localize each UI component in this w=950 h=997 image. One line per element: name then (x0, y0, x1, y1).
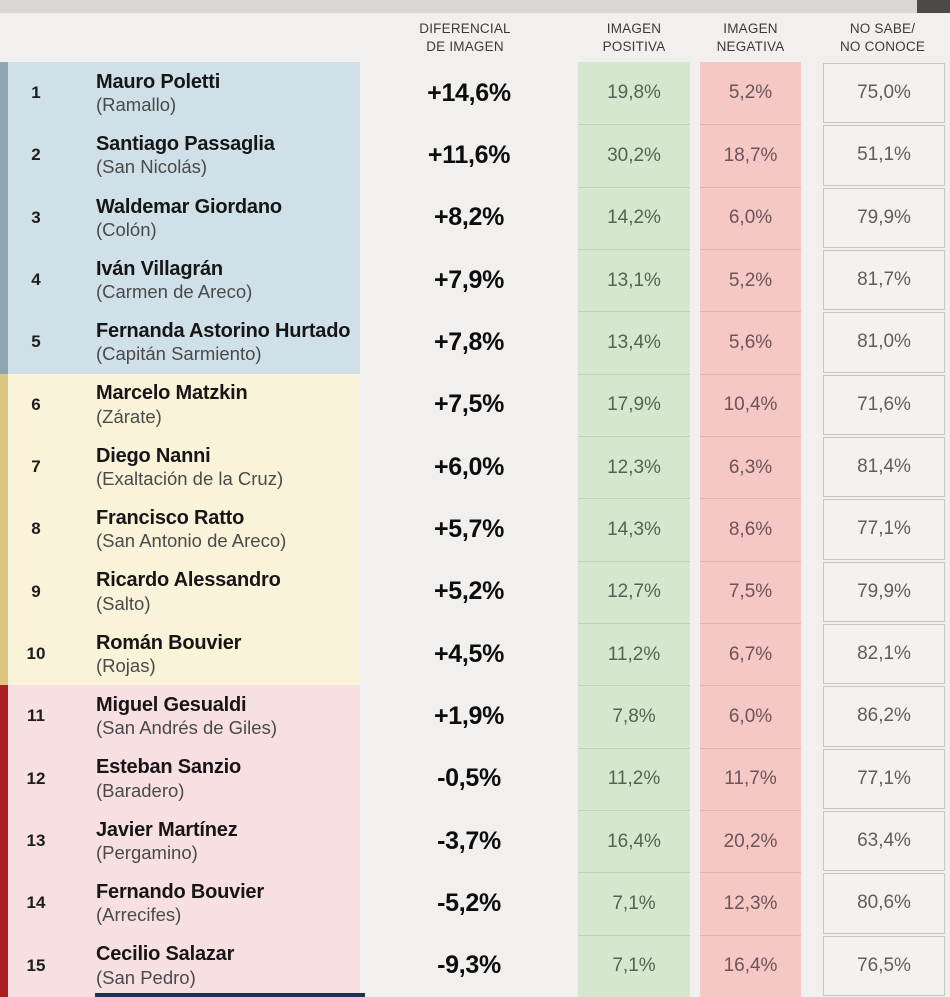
candidate-name: Iván Villagrán (96, 257, 223, 280)
imagen-positiva-value: 12,7% (578, 561, 690, 623)
imagen-positiva-value: 14,3% (578, 498, 690, 560)
diferencial-value: +5,2% (433, 577, 505, 606)
imagen-positiva-value: 11,2% (578, 748, 690, 810)
candidate-cell (0, 124, 360, 186)
imagen-negativa-value: 6,0% (700, 187, 801, 249)
candidate-cell (0, 249, 360, 311)
imagen-positiva-value: 16,4% (578, 810, 690, 872)
table-row (0, 498, 950, 560)
imagen-negativa-value: 5,2% (700, 249, 801, 311)
column-gap (801, 374, 823, 436)
rank-number: 1 (31, 83, 41, 103)
rank-number: 10 (26, 644, 46, 664)
rank-number: 6 (31, 394, 41, 414)
rank-number: 2 (31, 145, 41, 165)
candidate-names (64, 436, 283, 498)
candidate-names (64, 623, 241, 685)
candidate-district: (Salto) (96, 592, 151, 614)
candidate-district: (San Antonio de Areco) (96, 530, 287, 552)
candidate-name: Santiago Passaglia (96, 133, 275, 156)
column-gap (801, 935, 823, 997)
group-color-bar (0, 748, 8, 810)
diferencial-value: +7,8% (433, 327, 505, 356)
candidate-district: (Ramallo) (96, 94, 177, 116)
table-row (0, 187, 950, 249)
table-row (0, 623, 950, 685)
candidate-names (64, 187, 282, 249)
imagen-positiva-value: 11,2% (578, 623, 690, 685)
group-color-bar (0, 935, 8, 997)
table-row (0, 311, 950, 373)
imagen-negativa-value: 5,6% (700, 311, 801, 373)
column-header-line: NEGATIVA (716, 39, 785, 54)
candidate-name: Waldemar Giordano (96, 195, 282, 218)
column-gap (690, 685, 700, 747)
candidate-cell (0, 374, 360, 436)
top-strip-dark-segment (917, 0, 950, 13)
table-row (0, 872, 950, 934)
no-sabe-value: 86,2% (823, 686, 945, 746)
bottom-strip (95, 993, 365, 997)
column-gap (690, 187, 700, 249)
column-gap (690, 62, 700, 124)
column-gap (690, 436, 700, 498)
group-color-bar (0, 872, 8, 934)
no-sabe-value: 63,4% (823, 811, 945, 871)
group-color-bar (0, 62, 8, 124)
imagen-positiva-value: 17,9% (578, 374, 690, 436)
column-gap (801, 810, 823, 872)
imagen-negativa-value: 7,5% (700, 561, 801, 623)
candidate-district: (Exaltación de la Cruz) (96, 468, 284, 489)
imagen-negativa-value: 6,3% (700, 436, 801, 498)
candidate-district: (Pergamino) (96, 841, 198, 863)
rank-number: 14 (26, 893, 46, 913)
top-strip (0, 0, 950, 13)
imagen-positiva-value: 14,2% (578, 187, 690, 249)
group-color-bar (0, 685, 8, 747)
group-color-bar (0, 249, 8, 311)
group-color-bar (0, 436, 8, 498)
group-color-bar (0, 623, 8, 685)
column-gap (690, 374, 700, 436)
table-row (0, 436, 950, 498)
candidate-names (64, 810, 238, 872)
diferencial-value: +11,6% (427, 140, 511, 169)
candidate-names (64, 561, 281, 623)
candidate-district: (Capitán Sarmiento) (96, 343, 262, 365)
rank-number: 13 (26, 831, 46, 851)
column-header-line: POSITIVA (602, 39, 666, 54)
column-gap (690, 935, 700, 997)
imagen-positiva-value: 7,1% (578, 872, 690, 934)
imagen-negativa-value: 18,7% (700, 124, 801, 186)
column-gap (801, 311, 823, 373)
column-header-no-sabe (815, 14, 950, 62)
diferencial-value: +7,5% (433, 390, 505, 419)
imagen-negativa-value: 16,4% (700, 935, 801, 997)
rank-number: 15 (26, 955, 46, 975)
table-row (0, 685, 950, 747)
candidate-cell (0, 685, 360, 747)
no-sabe-value: 76,5% (823, 936, 945, 996)
column-gap (801, 685, 823, 747)
no-sabe-value: 71,6% (823, 375, 945, 435)
column-header-diferencial (370, 14, 560, 62)
rank-number: 7 (31, 457, 41, 477)
column-gap (801, 748, 823, 810)
imagen-positiva-value: 7,1% (578, 935, 690, 997)
candidate-cell (0, 872, 360, 934)
imagen-positiva-value: 12,3% (578, 436, 690, 498)
table-row (0, 810, 950, 872)
candidate-names (64, 62, 220, 124)
candidate-name: Miguel Gesualdi (96, 694, 247, 717)
candidate-district: (Baradero) (96, 779, 185, 801)
column-gap (801, 187, 823, 249)
diferencial-value: -9,3% (437, 951, 501, 980)
column-header-line: NO CONOCE (839, 39, 926, 54)
imagen-positiva-value: 13,1% (578, 249, 690, 311)
rank-number: 11 (27, 706, 45, 726)
diferencial-value: -5,2% (437, 888, 501, 917)
table-row (0, 124, 950, 186)
column-gap (801, 124, 823, 186)
rank-number: 5 (31, 332, 41, 352)
table-row (0, 561, 950, 623)
column-gap (801, 436, 823, 498)
candidate-name: Francisco Ratto (96, 507, 245, 530)
rank-number: 12 (26, 768, 46, 788)
candidate-names (64, 374, 247, 436)
candidate-names (64, 872, 264, 934)
candidate-names (64, 311, 350, 373)
candidate-district: (San Nicolás) (96, 156, 208, 178)
candidate-district: (Carmen de Areco) (96, 281, 253, 303)
candidate-names (64, 498, 286, 560)
column-header-line: IMAGEN (723, 21, 778, 37)
column-header-line: IMAGEN (606, 21, 662, 37)
rank-number: 4 (31, 270, 41, 290)
imagen-negativa-value: 10,4% (700, 374, 801, 436)
column-header-line: NO SABE/ (849, 21, 916, 37)
column-gap (690, 249, 700, 311)
column-header-line: DIFERENCIAL (419, 21, 511, 37)
candidate-cell (0, 311, 360, 373)
candidate-name: Ricardo Alessandro (96, 569, 281, 592)
group-color-bar (0, 311, 8, 373)
candidate-district: (Colón) (96, 218, 157, 240)
imagen-negativa-value: 8,6% (700, 498, 801, 560)
diferencial-value: +8,2% (433, 203, 505, 232)
candidate-name: Javier Martínez (96, 818, 238, 841)
column-header-imagen-positiva (578, 14, 690, 62)
diferencial-value: +6,0% (433, 452, 505, 481)
imagen-negativa-value: 6,7% (700, 623, 801, 685)
rank-number: 3 (31, 207, 41, 227)
no-sabe-value: 79,9% (823, 562, 945, 622)
candidate-name: Fernanda Astorino Hurtado (96, 320, 351, 343)
no-sabe-value: 77,1% (823, 499, 945, 559)
column-gap (801, 498, 823, 560)
column-gap (690, 124, 700, 186)
column-gap (690, 498, 700, 560)
candidate-cell (0, 436, 360, 498)
no-sabe-value: 81,7% (823, 250, 945, 310)
column-gap (801, 561, 823, 623)
candidate-cell (0, 62, 360, 124)
diferencial-value: +1,9% (433, 701, 505, 730)
candidate-cell (0, 498, 360, 560)
imagen-positiva-value: 30,2% (578, 124, 690, 186)
imagen-positiva-value: 13,4% (578, 311, 690, 373)
no-sabe-value: 51,1% (823, 125, 945, 185)
imagen-negativa-value: 5,2% (700, 62, 801, 124)
rank-number: 9 (31, 581, 41, 601)
candidate-names (64, 935, 234, 997)
group-color-bar (0, 810, 8, 872)
no-sabe-value: 75,0% (823, 63, 945, 123)
group-color-bar (0, 561, 8, 623)
diferencial-value: -0,5% (437, 764, 501, 793)
column-gap (801, 249, 823, 311)
imagen-negativa-value: 6,0% (700, 685, 801, 747)
candidate-district: (Zárate) (96, 405, 162, 427)
candidate-cell (0, 561, 360, 623)
candidate-cell (0, 748, 360, 810)
candidate-cell (0, 623, 360, 685)
candidate-names (64, 124, 275, 186)
diferencial-value: +4,5% (433, 639, 505, 668)
candidate-name: Esteban Sanzio (96, 756, 242, 779)
group-color-bar (0, 187, 8, 249)
diferencial-value: +7,9% (433, 265, 505, 294)
no-sabe-value: 81,4% (823, 437, 945, 497)
imagen-positiva-value: 7,8% (578, 685, 690, 747)
candidate-district: (Arrecifes) (96, 904, 182, 926)
no-sabe-value: 81,0% (823, 312, 945, 372)
column-gap (690, 623, 700, 685)
no-sabe-value: 77,1% (823, 749, 945, 809)
column-gap (690, 311, 700, 373)
column-header-line: DE IMAGEN (426, 39, 504, 54)
candidate-name: Marcelo Matzkin (96, 382, 248, 405)
candidate-district: (San Pedro) (96, 966, 196, 988)
table-row (0, 62, 950, 124)
column-gap (801, 62, 823, 124)
imagen-positiva-value: 19,8% (578, 62, 690, 124)
candidate-name: Román Bouvier (96, 631, 242, 654)
candidate-names (64, 748, 241, 810)
table-row (0, 249, 950, 311)
imagen-negativa-value: 12,3% (700, 872, 801, 934)
column-header-imagen-negativa (700, 14, 801, 62)
diferencial-value: +14,6% (427, 78, 511, 107)
imagen-negativa-value: 11,7% (700, 748, 801, 810)
column-gap (690, 872, 700, 934)
column-gap (801, 623, 823, 685)
candidate-names (64, 685, 277, 747)
candidate-cell (0, 810, 360, 872)
candidate-name: Mauro Poletti (96, 70, 221, 93)
column-gap (690, 810, 700, 872)
no-sabe-value: 82,1% (823, 624, 945, 684)
candidate-name: Fernando Bouvier (96, 881, 264, 904)
ranking-table (0, 62, 950, 997)
candidate-cell (0, 935, 360, 997)
no-sabe-value: 80,6% (823, 873, 945, 933)
candidate-name: Diego Nanni (96, 444, 211, 467)
group-color-bar (0, 124, 8, 186)
column-gap (690, 748, 700, 810)
column-gap (690, 561, 700, 623)
column-gap (801, 872, 823, 934)
candidate-cell (0, 187, 360, 249)
no-sabe-value: 79,9% (823, 188, 945, 248)
imagen-negativa-value: 20,2% (700, 810, 801, 872)
rank-number: 8 (31, 519, 41, 539)
candidate-name: Cecilio Salazar (96, 943, 235, 966)
table-row (0, 935, 950, 997)
diferencial-value: -3,7% (437, 826, 501, 855)
candidate-names (64, 249, 252, 311)
table-row (0, 748, 950, 810)
group-color-bar (0, 374, 8, 436)
candidate-district: (Rojas) (96, 654, 156, 676)
group-color-bar (0, 498, 8, 560)
diferencial-value: +5,7% (433, 514, 505, 543)
candidate-district: (San Andrés de Giles) (96, 717, 277, 739)
table-row (0, 374, 950, 436)
